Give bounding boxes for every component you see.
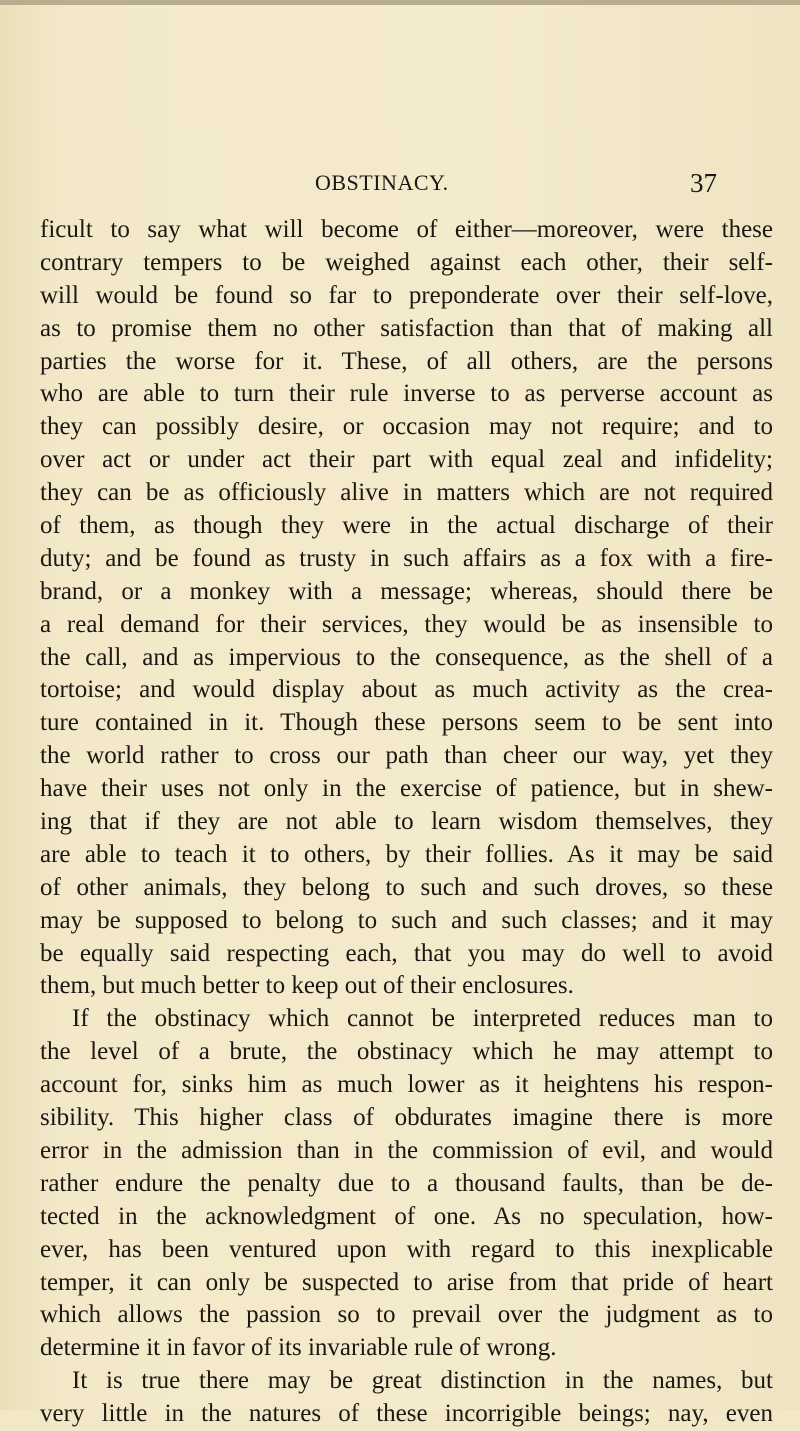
- running-title: OBSTINACY.: [315, 170, 449, 195]
- text-line: of other animals, they belong to such and such droves, so these: [40, 873, 773, 901]
- text-line: If the obstinacy which cannot be interpreted reduces man to: [72, 1005, 773, 1033]
- text-line: account for, sinks him as much lower as it heightens his respon-: [40, 1071, 773, 1099]
- text-line: contrary tempers to be weighed against each other, their self-: [40, 248, 773, 276]
- text-line: rather endure the penalty due to a thousand faults, than be de-: [40, 1169, 773, 1197]
- text-line: ing that if they are not able to learn wisdom themselves, they: [40, 808, 773, 836]
- text-line: very little in the natures of these incorrigible beings; nay, even: [40, 1400, 773, 1428]
- text-line: which allows the passion so to prevail over the judgment as to: [40, 1301, 773, 1329]
- text-line: duty; and be found as trusty in such affairs as a fox with a fire-: [40, 544, 773, 572]
- page-header: [0, 170, 800, 200]
- text-line: error in the admission than in the commission of evil, and would: [40, 1136, 773, 1164]
- text-line: over act or under act their part with equal zeal and infidelity;: [40, 446, 773, 474]
- text-line: parties the worse for it. These, of all others, are the persons: [40, 347, 773, 375]
- text-line: ever, has been ventured upon with regard to this inexplicable: [40, 1235, 773, 1263]
- text-line: tortoise; and would display about as much activity as the crea-: [40, 676, 773, 704]
- text-line: of them, as though they were in the actual discharge of their: [40, 512, 773, 540]
- text-line: ture contained in it. Though these persons seem to be sent into: [40, 709, 773, 737]
- text-line: they can possibly desire, or occasion may not require; and to: [40, 413, 773, 441]
- text-line: the call, and as impervious to the consequence, as the shell of a: [40, 643, 773, 671]
- text-line: ficult to say what will become of either—moreover, were these: [40, 216, 773, 243]
- text-line: them, but much better to keep out of their enclosures.: [40, 972, 574, 1000]
- text-line: brand, or a monkey with a message; whereas, should there be: [40, 577, 773, 605]
- text-line: tected in the acknowledgment of one. As no speculation, how-: [40, 1202, 773, 1230]
- text-line: the level of a brute, the obstinacy which he may attempt to: [40, 1038, 773, 1066]
- text-line: a real demand for their services, they would be as insensible to: [40, 610, 773, 638]
- text-line: have their uses not only in the exercise of patience, but in shew-: [40, 775, 773, 803]
- text-line: determine it in favor of its invariable rule of wrong.: [40, 1334, 557, 1362]
- text-line: are able to teach it to others, by their follies. As it may be said: [40, 840, 773, 868]
- text-line: the world rather to cross our path than cheer our way, yet they: [40, 742, 773, 770]
- page-number: 37: [690, 168, 717, 198]
- text-line: who are able to turn their rule inverse to as perverse account as: [40, 380, 773, 408]
- text-line: sibility. This higher class of obdurates imagine there is more: [40, 1104, 773, 1132]
- text-line: temper, it can only be suspected to arise from that pride of heart: [40, 1268, 773, 1296]
- body-text: [40, 214, 773, 1431]
- text-line: may be supposed to belong to such and such classes; and it may: [40, 906, 773, 934]
- text-line: be equally said respecting each, that you may do well to avoid: [40, 939, 773, 967]
- top-edge-rule: [0, 0, 800, 5]
- text-line: as to promise them no other satisfaction than that of making all: [40, 314, 773, 342]
- text-line: they can be as officiously alive in matters which are not required: [40, 479, 773, 507]
- text-line: It is true there may be great distinction in the names, but: [72, 1367, 773, 1395]
- text-line: will would be found so far to preponderate over their self-love,: [40, 281, 773, 309]
